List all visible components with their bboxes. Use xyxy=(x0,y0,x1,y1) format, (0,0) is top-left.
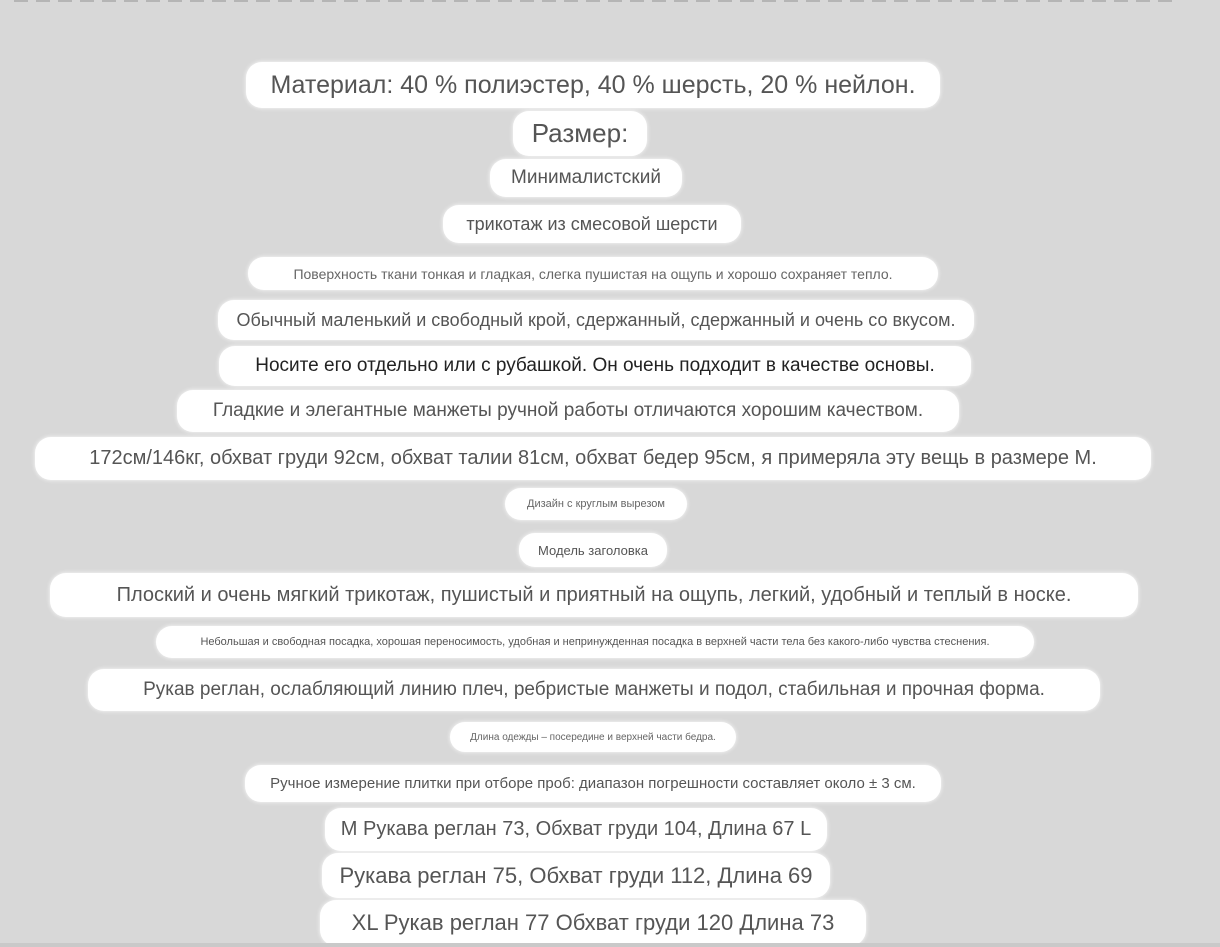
size-row-m: M Рукава реглан 73, Обхват груди 104, Длина 67 L xyxy=(325,808,827,851)
caption-model-title: Модель заголовка xyxy=(519,533,667,567)
caption-loose-fit: Небольшая и свободная посадка, хорошая переносимость, удобная и непринужденная посадка в верхней части тела без какого-либо чувства стеснения. xyxy=(156,626,1034,658)
caption-round-neck: Дизайн с круглым вырезом xyxy=(505,488,687,520)
caption-material: Материал: 40 % полиэстер, 40 % шерсть, 20 % нейлон. xyxy=(246,62,940,108)
caption-measurement: Ручное измерение плитки при отборе проб: диапазон погрешности составляет около ± 3 см. xyxy=(245,765,941,802)
caption-model-params: 172см/146кг, обхват груди 92см, обхват талии 81см, обхват бедер 95см, я примеряла эту вещь в размере M. xyxy=(35,437,1151,480)
caption-soft-knit: Плоский и очень мягкий трикотаж, пушистый и приятный на ощупь, легкий, удобный и теплый в носке. xyxy=(50,573,1138,617)
caption-minimalist: Минималистский xyxy=(490,159,682,197)
size-row-xl: XL Рукав реглан 77 Обхват груди 120 Длина 73 xyxy=(320,900,866,946)
caption-size-heading: Размер: xyxy=(513,111,647,156)
bottom-edge xyxy=(0,943,1220,947)
caption-cuffs: Гладкие и элегантные манжеты ручной работы отличаются хорошим качеством. xyxy=(177,390,959,432)
caption-wear: Носите его отдельно или с рубашкой. Он очень подходит в качестве основы. xyxy=(219,346,971,386)
caption-fit: Обычный маленький и свободный крой, сдержанный, сдержанный и очень со вкусом. xyxy=(218,300,974,340)
caption-fabric-surface: Поверхность ткани тонкая и гладкая, слегка пушистая на ощупь и хорошо сохраняет тепло. xyxy=(248,257,938,290)
caption-wool-knit: трикотаж из смесовой шерсти xyxy=(443,205,741,243)
size-row-l: Рукава реглан 75, Обхват груди 112, Длина 69 xyxy=(322,853,830,898)
caption-length: Длина одежды – посередине и верхней части бедра. xyxy=(450,722,736,752)
caption-raglan: Рукав реглан, ослабляющий линию плеч, ребристые манжеты и подол, стабильная и прочная форма. xyxy=(88,669,1100,711)
